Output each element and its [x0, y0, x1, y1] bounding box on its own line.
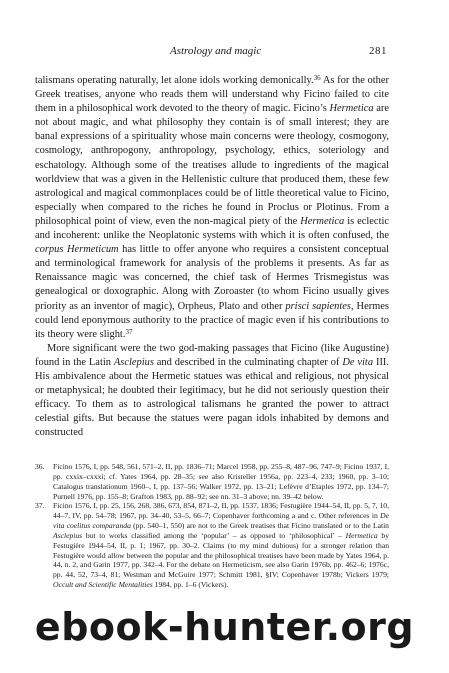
italic-term: Occult and Scientific Mentalities	[53, 580, 153, 590]
text-run: As for the other Greek treatises, anyone who reads them will understand why Ficino failed to cite them in a philosophical work devoted to the theory of magic. Ficino’s	[35, 75, 390, 115]
italic-term: De vita	[342, 356, 374, 368]
paragraph-1	[35, 74, 389, 342]
running-header	[0, 45, 449, 61]
footnote-ref-37: 37	[125, 327, 133, 336]
watermark: ebook-hunter.org	[34, 605, 415, 649]
italic-term: prisci sapientes	[285, 300, 351, 312]
footnote-text: Ficino 1576, I, pp. 25, 156, 268, 386, 673, 854, 871–2, II, pp. 1537, 1836; Festugière 1944–54, II, pp. 5, 7, 10, 44–7, IV, pp. 54–78; 1967, pp. 34–40, 53–5, 66–7; Copenhaver forthcoming a and c. Other references in	[53, 501, 389, 521]
text-run: are not about magic, and what philosophy they contain is of small interest; they are banal expressions of a spirituality whose main concerns were theology, cosmogony, cosmology, anthropogony, anthropology, psychology, ethics, soteriology and eschatology. Although some of the treatises allude to ingredients of the magical worldview that was a given in the Hellenistic culture that produced them, these few astrological and magical commonplaces could be of little theoretical value to Ficino, especially when compared to the riches he found in Proclus or Plotinus. From a philosophical point of view, even the non-magical piety of the	[35, 103, 390, 227]
text-run: More significant were the two god-making passages that Ficino (like Augustine) found in the Latin	[35, 342, 389, 368]
footnote-37	[35, 501, 389, 590]
running-head-title: Astrology and magic	[170, 45, 262, 57]
italic-term: Hermetica	[345, 530, 378, 540]
page-number: 281	[369, 45, 387, 57]
italic-term: Hermetica	[329, 103, 374, 115]
text-run: has little to offer anyone who requires a consistent conceptual and terminological framework for analysis of the problems it presents. As far as Renaissance magic was concerned, the chief task of Hermes Trismegistus was genealogical or doxographic. Along with Zoroaster (to whom Ficino usually gives priority as an inventor of magic), Orpheus, Plato and other	[35, 244, 389, 312]
footnote-ref-36: 36	[313, 74, 321, 82]
footnotes	[35, 462, 389, 590]
italic-term: De vita coelitus comparanda	[53, 511, 389, 531]
footnote-number: 37.	[35, 501, 45, 511]
footnote-text: 1984, pp. 1–6 (Vickers).	[152, 580, 229, 590]
footnote-text: (pp. 540–1, 550) are not to the Greek treatises that Ficino translated or to the Latin	[130, 521, 389, 531]
main-text	[35, 74, 389, 440]
footnote-number: 36.	[35, 462, 45, 471]
text-run: III. His ambivalence about the Hermetic statues was ethical and religious, not physical or metaphysical; he doubted their legitimacy, but he did not seriously question their efficacy. To them as to astrological talismans he granted the power to attract celestial gifts. But because the statues were pagan idols inhabited by demons and constructed	[35, 356, 390, 439]
footnote-36	[35, 462, 389, 501]
italic-term: Hermetica	[300, 215, 345, 227]
text-run: talismans operating naturally, let alone idols working demonically.	[35, 75, 314, 86]
italic-term: Asclepius	[53, 530, 83, 540]
text-run: and described in the culminating chapter of	[153, 356, 343, 368]
italic-term: corpus Hermeticum	[35, 244, 119, 256]
footnote-text: Ficino 1576, I, pp. 548, 561, 571–2, II, pp. 1836–71; Marcel 1958, pp. 255–8, 487–96, 747–9; Ficino 1937, I, pp. cxxix–cxxxi; cf. Yates 1964, pp. 28–35; see also Kristeller 1956a, pp. 223–4, 233; 1960, pp. 3–10; Catalogus translationum 1960–, I, pp. 137–56; Walker 1972, pp. 13–21; Lefèvre d’Etaples 1972, pp. 134–7; Purnell 1976, pp. 155–8; Grafton 1983, pp. 88–92; see nn. 31–3 above; nn. 39–42 below.	[53, 462, 389, 501]
text-run: , Hermes could lend eponymous authority to the practice of magic even if his contributions to its theory were slight.	[35, 300, 389, 340]
paragraph-2	[35, 342, 389, 441]
footnote-text: but to works classified among the ‘popular’ – as opposed to ‘philosophical’ –	[82, 530, 346, 540]
text-run: is eclectic and incoherent: unlike the Neoplatonic systems with which it is often confused, the	[35, 215, 390, 242]
footnote-text: by Festugière 1944–54, II, p. 1; 1967, pp. 30–2. Claims (to my mind dubious) for a stronger relation than Festugière would allow between the popular and the philosophical treatises have been made by Yates 1964, p. 44, n. 2, and Garin 1977, pp. 342–4. For the debate on Hermeticism, see also Garin 1976b, pp. 462–6; 1976c, pp. 44, 52, 73–4, 81; Westman and McGuire 1977; Schmitt 1981, §IV; Copenhaver 1978b; Vickers 1979;	[53, 530, 389, 580]
italic-term: Asclepius	[113, 356, 154, 368]
